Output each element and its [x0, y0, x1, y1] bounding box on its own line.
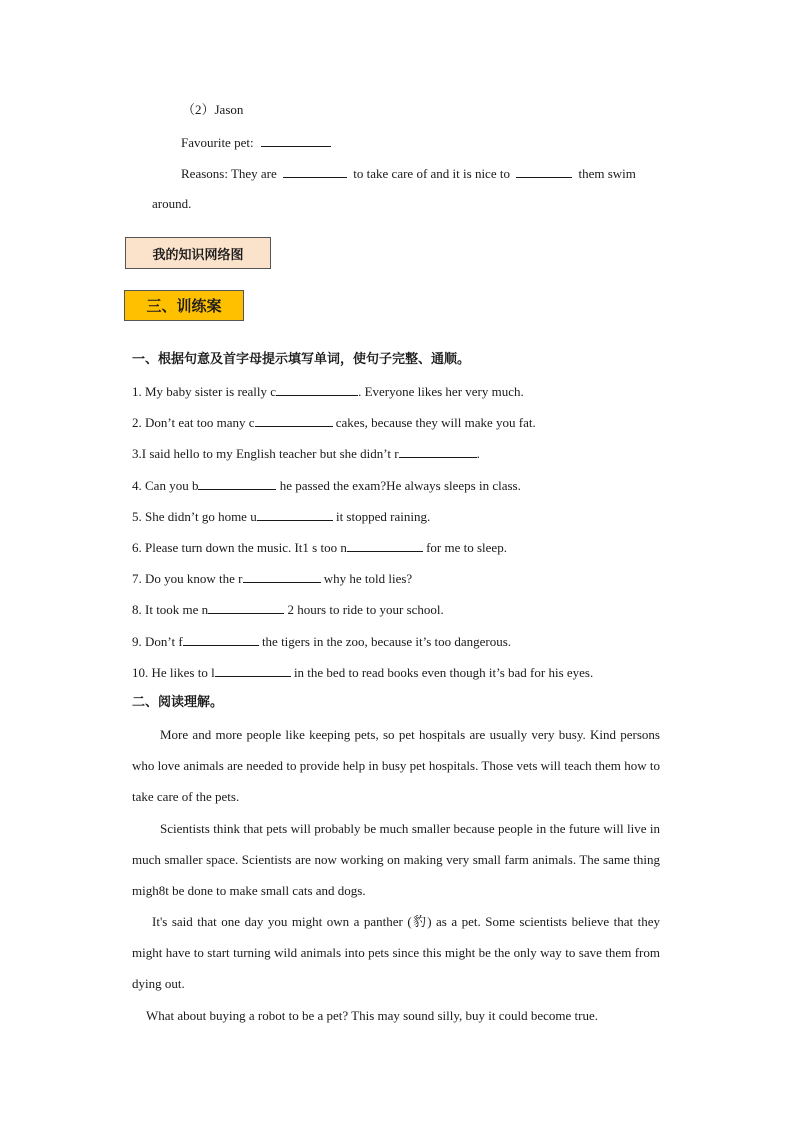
item-text-before: 3.I said hello to my English teacher but she didn’t r [132, 446, 399, 461]
list-item [132, 413, 536, 432]
item-text-after: cakes, because they will make you fat. [332, 415, 536, 430]
item-text-after: in the bed to read books even though it’s bad for his eyes. [290, 665, 594, 680]
training-section-box: 三、训练案 [124, 290, 244, 321]
list-item [132, 600, 444, 619]
reading-paragraph-3: It's said that one day you might own a panther (豹) as a pet. Some scientists believe that they might have to start turning wild animals into pets since this might be the only way to save them from dying out. [132, 914, 660, 991]
list-item [132, 507, 430, 526]
favourite-pet-line [181, 133, 331, 152]
item-text-before: 9. Don’t f [132, 634, 183, 649]
reasons-text-3: them swim [578, 166, 636, 181]
list-item [132, 538, 507, 557]
list-item [132, 663, 593, 682]
item-text-before: 1. My baby sister is really c [132, 384, 277, 399]
item-text-after: it stopped raining. [332, 509, 431, 524]
list-item [132, 632, 511, 651]
item-text-after: he passed the exam?He always sleeps in class. [276, 478, 521, 493]
item-text-before: 8. It took me n [132, 602, 209, 617]
list-item [132, 382, 524, 401]
item-text-after: the tigers in the zoo, because it’s too dangerous. [258, 634, 512, 649]
reasons-blank-1[interactable] [283, 164, 347, 178]
item-text-after: for me to sleep. [422, 540, 507, 555]
reasons-text-1: Reasons: They are [181, 166, 277, 181]
part1-heading: 一、根据句意及首字母提示填写单词，使句子完整、通顺。 [132, 352, 471, 367]
item-text-after: 2 hours to ride to your school. [284, 602, 444, 617]
list-item [132, 476, 521, 495]
reasons-blank-2[interactable] [516, 164, 572, 178]
item-text-before: 2. Don’t eat too many c [132, 415, 255, 430]
knowledge-network-box: 我的知识网络图 [125, 237, 271, 269]
item-text-before: 4. Can you b [132, 478, 199, 493]
answer-blank[interactable] [198, 476, 276, 490]
reading-paragraph-2: Scientists think that pets will probably be much smaller because people in the future will live in much smaller space. Scientists are now working on making very small farm animals. The same thing migh8t be done to make small cats and dogs. [132, 821, 660, 898]
reading-paragraph-4: What about buying a robot to be a pet? This may sound silly, buy it could become true. [146, 1008, 599, 1023]
reading-paragraph-1: More and more people like keeping pets, so pet hospitals are usually very busy. Kind persons who love animals are needed to provide help in busy pet hospitals. Those vets will teach them how to take care of the pets. [132, 727, 660, 804]
answer-blank[interactable] [276, 382, 358, 396]
favourite-pet-blank[interactable] [261, 133, 331, 147]
item-text-after: . Everyone likes her very much. [358, 384, 524, 399]
answer-blank[interactable] [243, 569, 321, 583]
answer-blank[interactable] [257, 507, 333, 521]
favourite-pet-label: Favourite pet: [181, 135, 254, 150]
item-text-before: 5. She didn’t go home u [132, 509, 257, 524]
reasons-text-2: to take care of and it is nice to [353, 166, 510, 181]
item-text-before: 6. Please turn down the music. It1 s too n [132, 540, 347, 555]
reasons-line [181, 164, 636, 183]
answer-blank[interactable] [208, 600, 284, 614]
item-text-after: why he told lies? [320, 571, 413, 586]
reasons-continuation: around. [152, 196, 192, 211]
item-text-before: 7. Do you know the r [132, 571, 243, 586]
item-text-after: . [476, 446, 480, 461]
item-text-before: 10. He likes to l [132, 665, 215, 680]
answer-blank[interactable] [183, 632, 259, 646]
list-item [132, 569, 412, 588]
part2-heading: 二、阅读理解。 [132, 695, 224, 710]
answer-blank[interactable] [347, 538, 423, 552]
jason-label: （2）Jason [182, 102, 244, 117]
answer-blank[interactable] [399, 444, 477, 458]
list-item [132, 444, 480, 463]
answer-blank[interactable] [255, 413, 333, 427]
answer-blank[interactable] [215, 663, 291, 677]
